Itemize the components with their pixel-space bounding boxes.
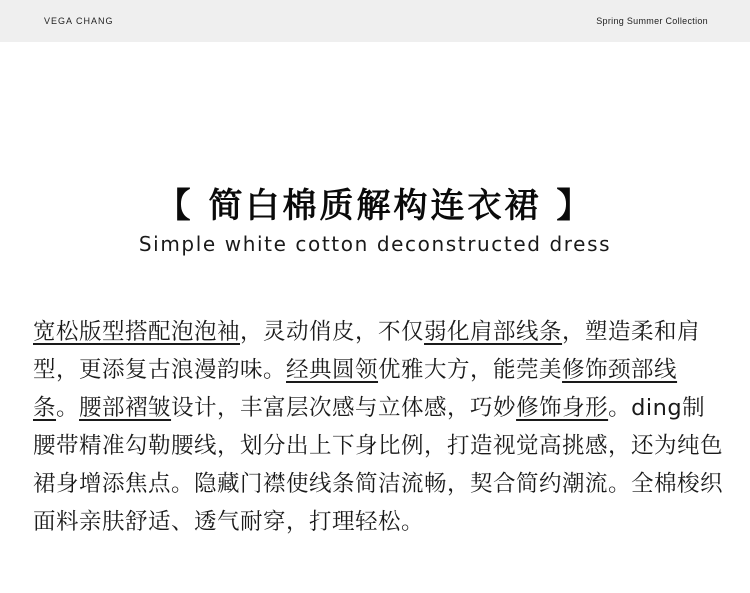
highlight-neckline: 修饰颈部线条 [33,357,678,421]
highlight-sleeve: 宽松版型搭配泡泡袖 [33,319,241,345]
description-text: 。ding制腰带精准勾勒腰线，划分出上下身比例，打造视觉高挑感，还为纯色裙身增添焦点。隐藏门襟使线条简洁流畅，契合简约潮流。全棉梭织面料亲肤舒适、透气耐穿，打理轻松。 [33,395,724,535]
description-text: ，塑造柔和肩型，更添复古浪漫韵味。 [33,319,701,383]
page-title: 【 简白棉质解构连衣裙 】 [156,186,594,226]
page-subtitle: Simple white cotton deconstructed dress [138,232,612,256]
highlight-shoulder: 弱化肩部线条 [424,319,563,345]
collection-label: Spring Summer Collection [596,16,708,26]
description-text: 设计，丰富层次感与立体感，巧妙 [171,395,517,421]
highlight-collar: 经典圆领 [286,357,379,383]
header-bar [0,0,750,42]
description-text: 优雅大方，能莞美 [378,357,563,383]
highlight-silhouette: 修饰身形 [516,395,609,421]
description-text: ，灵动俏皮，不仅 [240,319,425,345]
highlight-waist-pleats: 腰部褶皱 [79,395,172,421]
description-text: 。 [56,395,80,421]
brand-name: VEGA CHANG [44,16,114,26]
product-description [33,313,723,541]
